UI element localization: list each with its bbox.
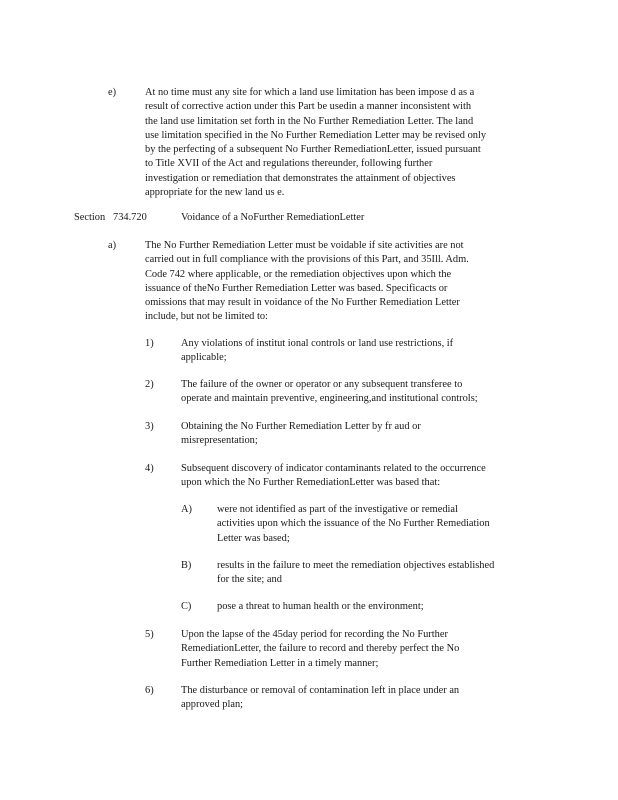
text-line: result of corrective action under this Part be usedin a manner inconsistent with [145,101,472,113]
subitem-4-label: 4) [145,463,154,474]
subitem-B-text [217,559,532,588]
text-line: for the site; and [217,574,282,586]
text-line: At no time must any site for which a land use limitation has been impose d as a [145,87,475,98]
text-line: omissions that may result in voidance of the No Further Remediation Letter [145,297,460,309]
subitem-2-text [181,378,531,407]
item-a-text [145,239,540,325]
subitem-1-text [181,337,531,366]
subitem-6-text [181,684,531,713]
text-line: Subsequent discovery of indicator contaminants related to the occurrence [181,463,486,474]
subitem-C-label: C) [181,601,192,612]
text-line: operate and maintain preventive, engineering,and institutional controls; [181,393,478,405]
text-line: misrepresentation; [181,435,258,447]
subitem-4-text [181,462,531,491]
subitem-1-label: 1) [145,338,154,349]
section-label: Section [74,212,106,223]
text-line: The disturbance or removal of contamination left in place under an [181,685,460,696]
text-line: Upon the lapse of the 45day period for recording the No Further [181,629,448,640]
text-line: Code 742 where applicable, or the remediation objectives upon which the [145,268,452,280]
subitem-5-label: 5) [145,629,154,640]
text-line: to Title XVII of the Act and regulations thereunder, following further [145,158,433,170]
text-line: were not identified as part of the investigative or remedial [217,504,458,515]
text-line: use limitation specified in the No Further Remediation Letter may be revised only [145,129,487,141]
subitem-6-label: 6) [145,685,154,696]
item-e-label: e) [108,87,117,98]
section-number: 734.720 [113,212,147,223]
text-line: carried out in full compliance with the provisions of this Part, and 35Ill. Adm. [145,254,469,266]
text-line: RemediationLetter, the failure to record and thereby perfect the No [181,643,460,655]
section-title: Voidance of a NoFurther RemediationLetter [181,212,365,223]
text-line: Further Remediation Letter in a timely manner; [181,657,379,669]
subitem-C-text [217,600,532,614]
text-line: issuance of theNo Further Remediation Letter was based. Specificacts or [145,282,448,294]
text-line: results in the failure to meet the remediation objectives established [217,560,495,571]
item-a-label: a) [108,240,117,251]
text-line: Obtaining the No Further Remediation Letter by fr aud or [181,421,421,432]
text-line: include, but not be limited to: [145,311,268,323]
text-line: investigation or remediation that demonstrates the attainment of objectives [145,172,456,184]
text-line: the land use limitation set forth in the No Further Remediation Letter. The land [145,115,474,127]
subitem-B-label: B) [181,560,192,571]
text-line: upon which the No Further RemediationLetter was based that: [181,477,441,489]
text-line: The No Further Remediation Letter must be voidable if site activities are not [145,240,464,251]
text-line: The failure of the owner or operator or any subsequent transferee to [181,379,463,390]
text-line: activities upon which the issuance of the No Further Remediation [217,518,490,530]
text-line: Any violations of institut ional controls or land use restrictions, if [181,338,454,349]
subitem-3-text [181,420,531,449]
subitem-2-label: 2) [145,379,154,390]
text-line: pose a threat to human health or the environment; [217,601,424,612]
text-line: Letter was based; [217,532,290,544]
text-line: approved plan; [181,699,244,711]
subitem-3-label: 3) [145,421,154,432]
item-e-text [145,86,540,200]
text-line: by the perfecting of a subsequent No Further RemediationLetter, issued pursuant [145,144,481,156]
text-line: appropriate for the new land us e. [145,187,285,199]
subitem-A-text [217,503,532,546]
subitem-A-label: A) [181,504,192,515]
subitem-5-text [181,628,531,671]
text-line: applicable; [181,352,227,364]
